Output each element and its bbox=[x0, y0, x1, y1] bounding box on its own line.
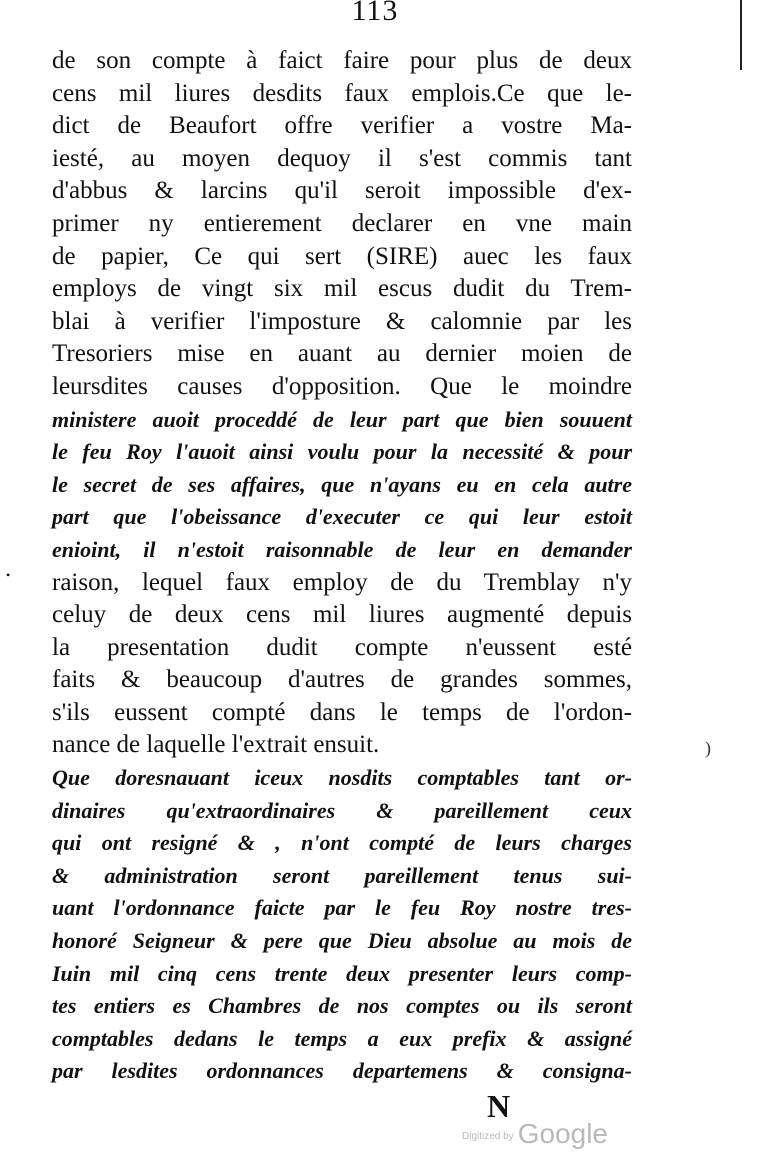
signature-mark: N bbox=[487, 1088, 511, 1124]
page-edge-rule bbox=[740, 0, 742, 70]
text-line: Que doresnauant iceux nosdits comptables tant or- bbox=[52, 765, 632, 791]
text-line: faits & beaucoup d'autres de grandes sommes, bbox=[52, 666, 632, 694]
text-line: leursdites causes d'opposition. Que le moindre bbox=[52, 372, 632, 400]
text-line: de papier, Ce qui sert (SIRE) auec les faux bbox=[52, 242, 632, 270]
text-line: tes entiers es Chambres de nos comptes ou ils seront bbox=[52, 993, 632, 1019]
text-line: ministere auoit proceddé de leur part que bien souuent bbox=[52, 406, 632, 432]
text-line: le secret de ses affaires, que n'ayans eu en cela autre bbox=[52, 471, 632, 497]
watermark-brand: Google bbox=[517, 1118, 608, 1149]
text-line: s'ils eussent compté dans le temps de l'ordon- bbox=[52, 698, 632, 726]
text-line: qui ont resigné & , n'ont compté de leurs charges bbox=[52, 830, 632, 856]
text-line: le feu Roy l'auoit ainsi voulu pour la necessité & pour bbox=[52, 439, 632, 465]
text-line: nance de laquelle l'extrait ensuit. bbox=[52, 731, 380, 759]
text-line: la presentation dudit compte n'eussent esté bbox=[52, 633, 632, 661]
text-line: raison, lequel faux employ de du Tremblay n'y bbox=[52, 568, 632, 596]
text-line: dict de Beaufort offre verifier a vostre Ma- bbox=[52, 112, 632, 140]
text-line: Iuin mil cinq cens trente deux presenter leurs comp- bbox=[52, 960, 632, 986]
text-line: de son compte à faict faire pour plus de deux bbox=[52, 47, 632, 74]
text-line: uant l'ordonnance faicte par le feu Roy nostre tres- bbox=[52, 895, 632, 921]
text-line: d'abbus & larcins qu'il seroit impossible d'ex- bbox=[52, 177, 632, 205]
watermark-prefix: Digitized by bbox=[462, 1131, 514, 1142]
text-line: primer ny entierement declarer en vne main bbox=[52, 209, 632, 237]
text-line: par lesdites ordonnances departemens & consigna- bbox=[52, 1058, 632, 1084]
text-line: blai à verifier l'imposture & calomnie par les bbox=[52, 307, 632, 335]
page-number: 113 bbox=[351, 0, 399, 27]
text-line: celuy de deux cens mil liures augmenté depuis bbox=[52, 601, 632, 629]
body-text bbox=[52, 45, 632, 1088]
text-line: employs de vingt six mil escus dudit du Trem- bbox=[52, 275, 632, 303]
text-line: cens mil liures desdits faux emplois.Ce que le- bbox=[52, 79, 632, 107]
text-line: iesté, au moyen dequoy il s'est commis tant bbox=[52, 144, 632, 172]
text-line: part que l'obeissance d'executer ce qui leur estoit bbox=[52, 504, 632, 530]
text-line: & administration seront pareillement tenus sui- bbox=[52, 862, 632, 888]
text-line: dinaires qu'extraordinaires & pareillement ceux bbox=[52, 797, 632, 823]
digitization-watermark bbox=[462, 1118, 608, 1150]
text-line: comptables dedans le temps a eux prefix & assigné bbox=[52, 1025, 632, 1051]
text-line: honoré Seigneur & pere que Dieu absolue au mois de bbox=[52, 928, 632, 954]
text-line: enioint, il n'estoit raisonnable de leur en demander bbox=[52, 536, 632, 562]
text-line: Tresoriers mise en auant au dernier moien de bbox=[52, 340, 632, 368]
stray-mark: ) bbox=[705, 738, 711, 758]
margin-mark: • bbox=[6, 568, 11, 582]
